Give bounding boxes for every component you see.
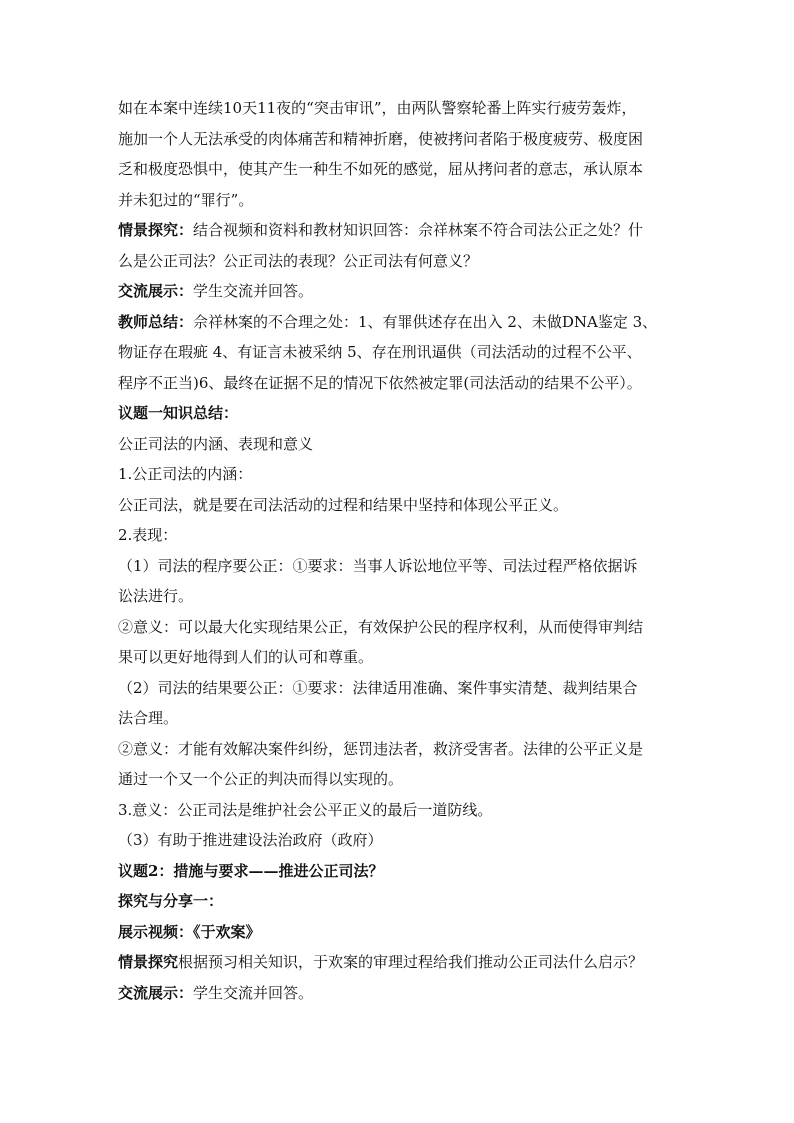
section-label: 议题2：措施与要求——推进公正司法？: [118, 861, 384, 880]
line-text: 佘祥林案的不合理之处：1、有罪供述存在出入 2、未做DNA鉴定 3、: [193, 312, 658, 331]
section-label: 议题一知识总结：: [118, 404, 239, 422]
text-line: [118, 703, 683, 734]
text-line: [118, 459, 683, 490]
line-text: 公正司法的内涵、表现和意义: [118, 434, 314, 453]
text-line: [118, 124, 683, 155]
document-body: [118, 93, 683, 1008]
text-line: [118, 856, 683, 887]
text-line: [118, 764, 683, 795]
text-line: [118, 612, 683, 643]
text-line: [118, 581, 683, 612]
text-line: [118, 917, 683, 948]
line-text: （3）有助于推进建设法治政府（政府）: [118, 831, 383, 849]
line-text: 如在本案中连续10天11夜的“突击审讯”，由两队警察轮番上阵实行疲劳轰炸，: [118, 99, 637, 117]
text-line: [118, 734, 683, 765]
line-text: 2.表现：: [118, 526, 178, 544]
line-text: 施加一个人无法承受的肉体痛苦和精神折磨，使被拷问者陷于极度疲劳、极度困: [118, 129, 644, 148]
line-text: ②意义：可以最大化实现结果公正，有效保护公民的程序权利，从而使得审判结: [118, 617, 644, 636]
text-line: [118, 673, 683, 704]
text-line: [118, 246, 683, 277]
text-line: [118, 490, 683, 521]
text-line: [118, 154, 683, 185]
text-line: [118, 795, 683, 826]
line-text: 法合理。: [118, 709, 179, 727]
text-line: [118, 978, 683, 1009]
line-text: 通过一个又一个公正的判决而得以实现的。: [118, 770, 404, 788]
text-line: [118, 886, 683, 917]
section-label: 情景探究：: [118, 221, 194, 239]
section-label: 交流展示：: [118, 282, 194, 300]
line-text: 并未犯过的“罪行”。: [118, 190, 254, 209]
text-line: [118, 551, 683, 582]
line-text: （2）司法的结果要公正：①要求：法律适用准确、案件事实清楚、裁判结果合: [118, 678, 638, 697]
text-line: [118, 520, 683, 551]
line-text: 物证存在瑕疵 4、有证言未被采纳 5、存在刑讯逼供（司法活动的过程不公平、: [118, 343, 642, 361]
text-line: [118, 93, 683, 124]
text-line: [118, 185, 683, 216]
text-line: [118, 947, 683, 978]
line-text: 公正司法，就是要在司法活动的过程和结果中坚持和体现公平正义。: [118, 495, 569, 514]
line-text: ②意义：才能有效解决案件纠纷，惩罚违法者，救济受害者。法律的公平正义是: [118, 739, 644, 758]
line-text: 果可以更好地得到人们的认可和尊重。: [118, 648, 374, 666]
text-line: [118, 215, 683, 246]
line-text: 讼法进行。: [118, 587, 194, 605]
line-text: 1.公正司法的内涵：: [118, 465, 253, 483]
text-line: [118, 825, 683, 856]
text-line: [118, 642, 683, 673]
text-line: [118, 337, 683, 368]
section-label: 教师总结：: [118, 312, 194, 331]
line-text: （1）司法的程序要公正：①要求：当事人诉讼地位平等、司法过程严格依据诉: [118, 556, 638, 575]
line-text: 结合视频和资料和教材知识回答：佘祥林案不符合司法公正之处？什: [193, 221, 644, 239]
section-label: 探究与分享一：: [118, 892, 224, 910]
line-text: 么是公正司法？公正司法的表现？公正司法有何意义？: [118, 251, 479, 270]
line-text: 乏和极度恐惧中，使其产生一种生不如死的感觉，屈从拷问者的意志，承认原本: [118, 160, 644, 178]
line-text: 根据预习相关知识，于欢案的审理过程给我们推动公正司法什么启示？: [178, 953, 644, 971]
section-label: 展示视频：《于欢案》: [118, 922, 261, 941]
text-line: [118, 429, 683, 460]
line-text: 程序不正当)6、最终在证据不足的情况下依然被定罪(司法活动的结果不公平）。: [118, 373, 642, 392]
line-text: 学生交流并回答。: [193, 282, 314, 300]
line-text: 3.意义：公正司法是维护社会公平正义的最后一道防线。: [118, 800, 493, 819]
text-line: [118, 398, 683, 429]
section-label: 交流展示：: [118, 983, 194, 1002]
text-line: [118, 307, 683, 338]
line-text: 学生交流并回答。: [193, 983, 314, 1002]
text-line: [118, 276, 683, 307]
section-label: 情景探究: [118, 953, 179, 971]
text-line: [118, 368, 683, 399]
